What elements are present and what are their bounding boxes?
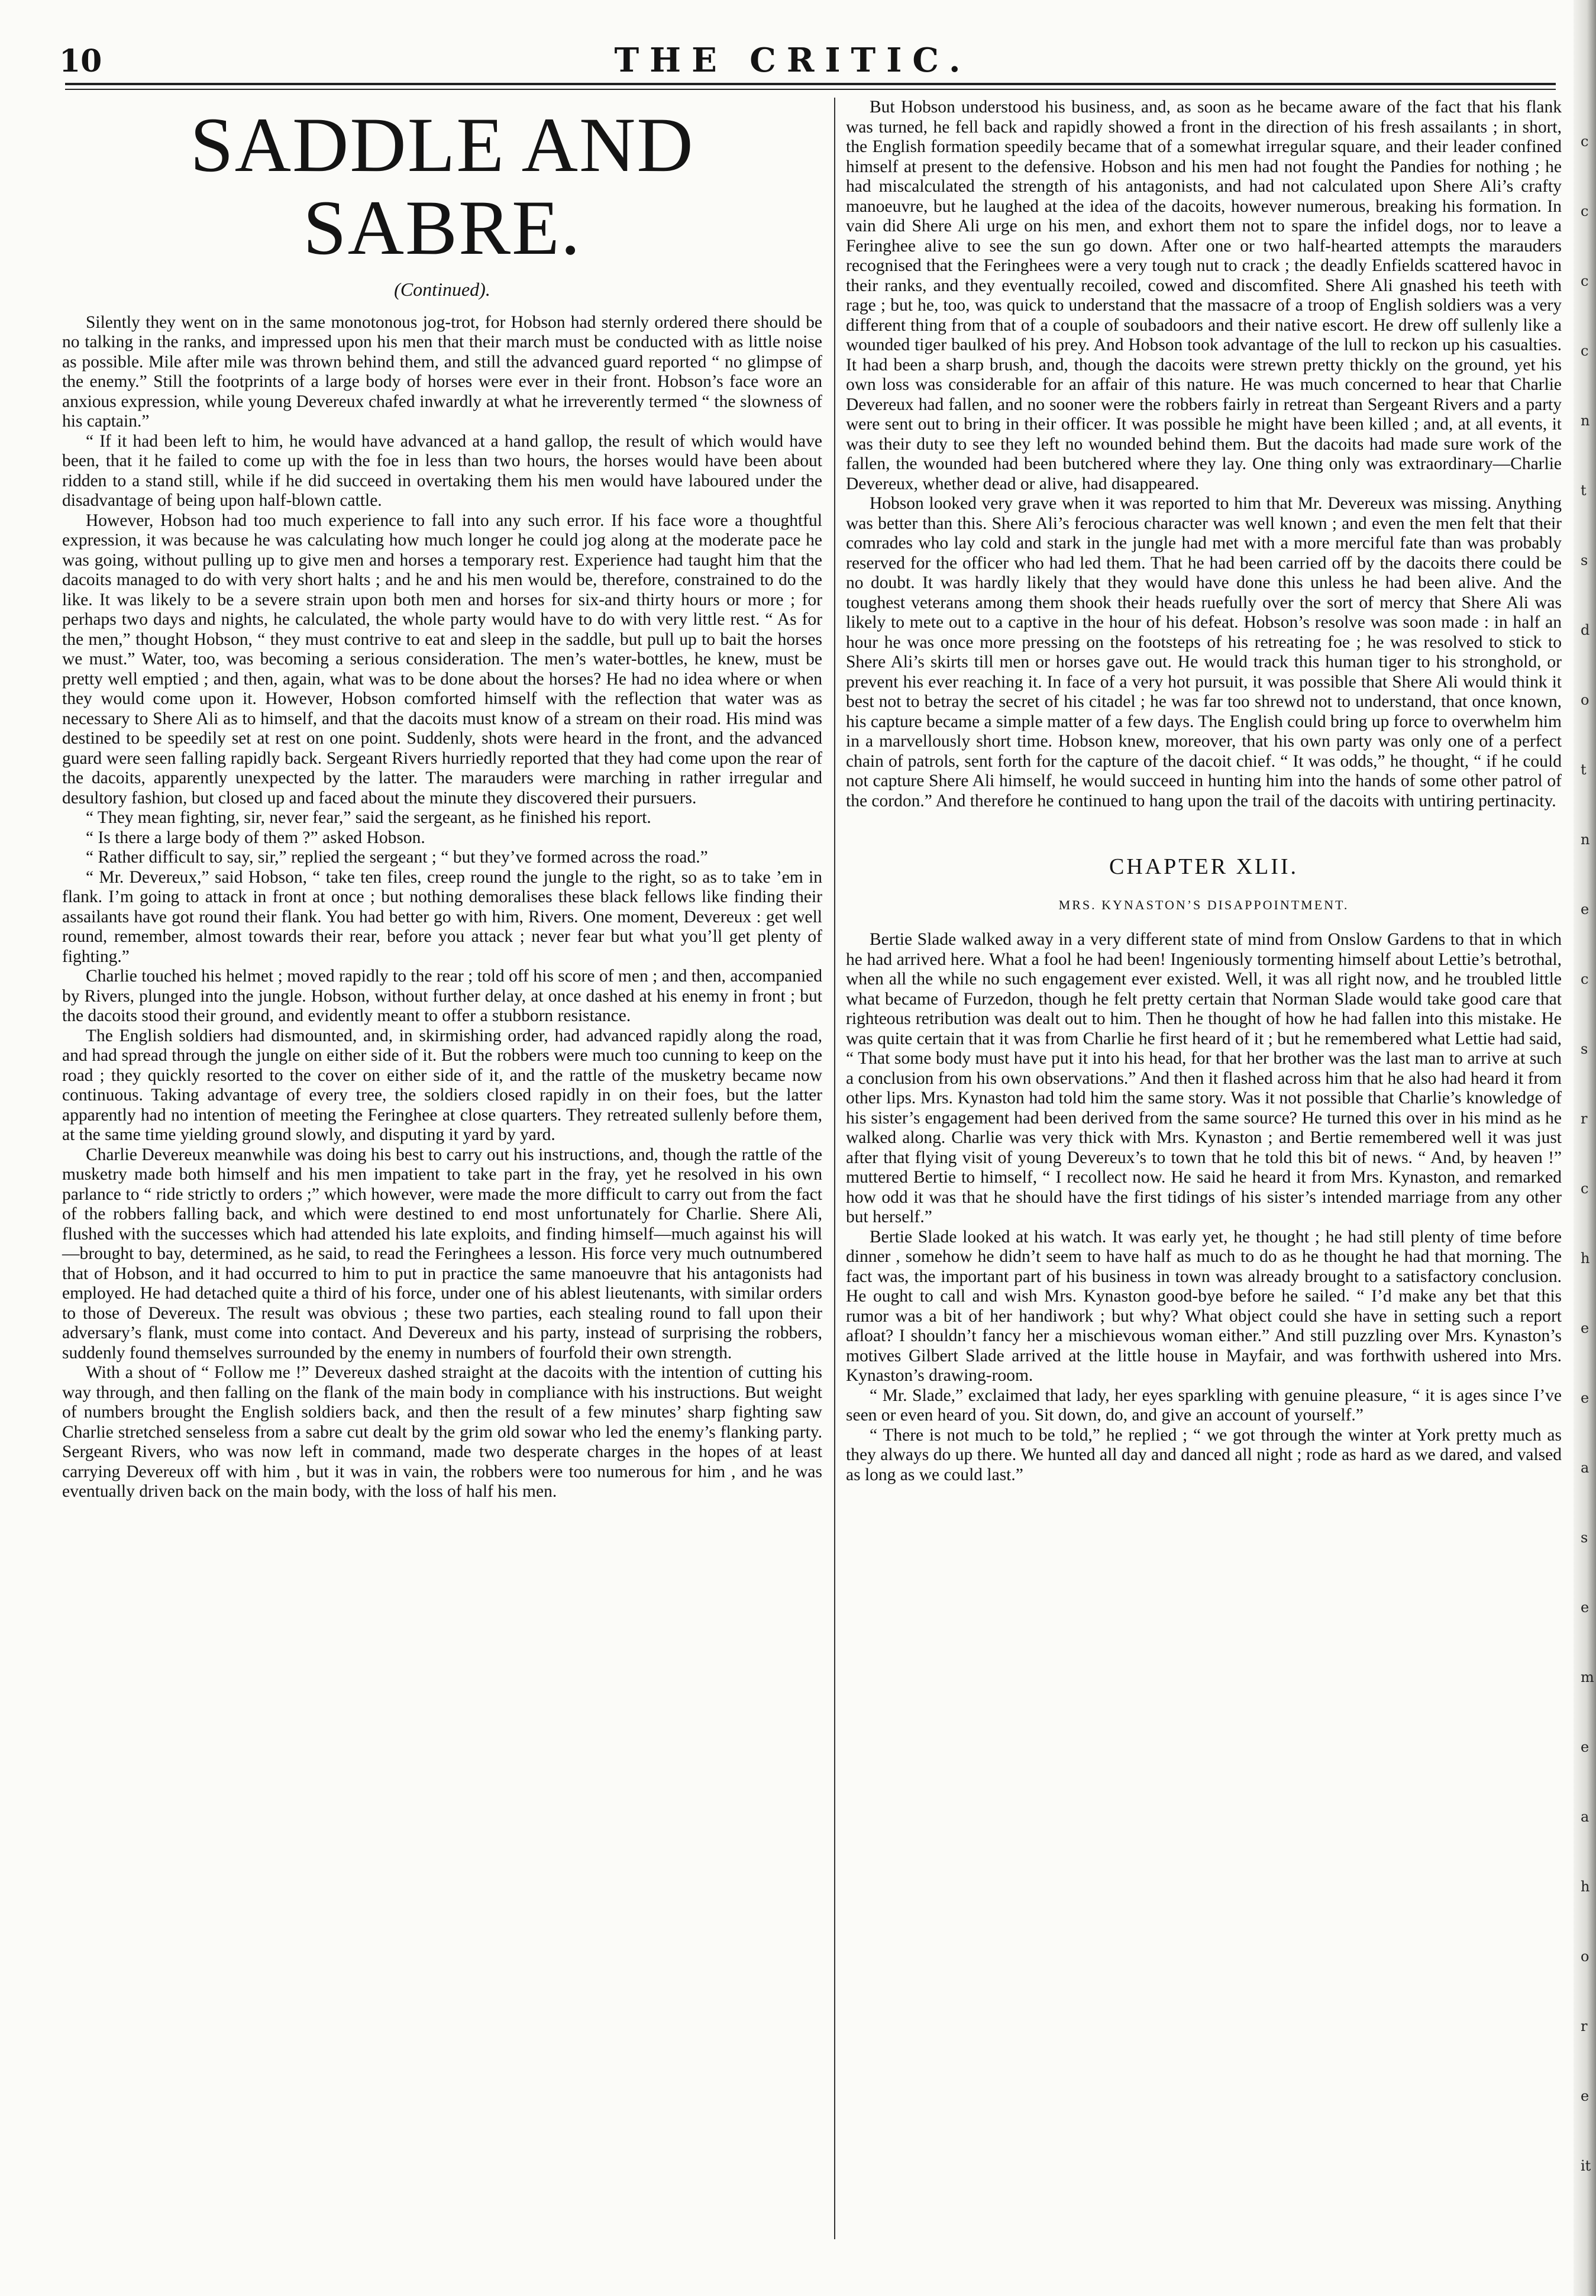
paragraph: With a shout of “ Follow me !” Devereux dashed straight at the dacoits with the intention of cutting his way through, and then falling on the flank of the main body in compliance with his instructions. But weight of numbers brought the English soldiers back, and then the result of a few minutes’ sharp fighting saw Charlie stretched senseless from a sabre cut dealt by the grim old sowar who led the enemy’s flanking party. Sergeant Rivers, who was now left in command, made two desperate charges in the hopes of at least carrying Devereux off with him , but it was in vain, the robbers were too numerous for him , and he was eventually driven back on the main body, with the loss of half his men.	[62, 1363, 822, 1501]
paragraph: “ Mr. Slade,” exclaimed that lady, her eyes sparkling with genuine pleasure, “ it is ages since I’ve seen or even heard of you. Sit down, do, and give an account of yourself.”	[846, 1386, 1562, 1425]
paragraph: Hobson looked very grave when it was reported to him that Mr. Devereux was missing. Anything was better than this. Shere Ali’s ferocious character was well known ; and even the men felt that their comrades who lay cold and stark in the jungle had met with a more merciful fate than was probably reserved for the officer who had led them. That he had been carried off by the dacoits there could be no doubt. It was hardly likely that they would have done this unless he had been alive. And the toughest veterans among them shook their heads ruefully over the sort of mercy that Shere Ali was likely to mete out to a captive in the hour of his defeat. Hobson’s resolve was soon made : in half an hour he was once more pressing on the footsteps of his retreating foe ; he was resolved to stick to Shere Ali’s skirts till men or horses gave out. He would track this human tiger to his stronghold, or prevent his ever reaching it. In face of a very hot pursuit, it was possible that Shere Ali would think it best not to betray the secret of his citadel ; he was far too shrewd not to understand, that once known, his capture became a simple matter of a few days. The English could bring up force to overwhelm him in a marvellously short time. Hobson knew, moreover, that his own party was only one of a perfect chain of patrols, sent forth for the capture of the dacoit chief. “ It was odds,” he thought, “ if he could not capture Shere Ali himself, he would succeed in hunting him into the hands of some other patrol of the cordon.” And therefore he continued to hang upon the trail of the dacoits with untiring pertinacity.	[846, 494, 1562, 810]
header-rule	[65, 83, 1556, 85]
adjacent-page-fragments: ccccntsdotnecsrcheeasemeahoreit	[1581, 133, 1594, 2174]
paragraph: “ Is there a large body of them ?” asked Hobson.	[86, 828, 425, 847]
continued-label: (Continued).	[394, 279, 490, 300]
chapter-body	[846, 930, 1562, 1485]
page-header	[35, 33, 1550, 80]
paragraph: “ They mean fighting, sir, never fear,” said the sergeant, as he finished his report.	[86, 808, 651, 827]
paragraph: “ Rather difficult to say, sir,” replied the sergeant ; “ but they’ve formed across the road.”	[86, 848, 708, 867]
paragraph: “ There is not much to be told,” he replied ; “ we got through the winter at York pretty much as they always do up there. We hunted all day and danced all night ; rode as hard as we dared, and valsed as long as we could last.”	[846, 1425, 1562, 1484]
paragraph: Charlie Devereux meanwhile was doing his best to carry out his instructions, and, though the rattle of the musketry made both himself and his men impatient to take part in the fray, yet he resolved in his own parlance to “ ride strictly to orders ;” which however, were made the more difficult to carry out from the fact of the robbers falling back, and which were destined to end most unfortunately for Charlie. Shere Ali, flushed with the successes which had attended his late exploits, and finding himself—much against his will—brought to bay, determined, as he said, to read the Feringhees a lesson. His force very much outnumbered that of Hobson, and it had occurred to him to put in practice the same manoeuvre that his antagonists had employed. He had detached quite a third of his force, under one of his ablest lieutenants, with similar orders to those of Devereux. The result was obvious ; these two parties, each stealing round to fall upon their adversary’s flank, must come into contact. And Devereux and his party, instead of surprising the robbers, suddenly found themselves surrounded by the enemy in numbers of fourfold their own strength.	[62, 1145, 822, 1362]
masthead: THE CRITIC.	[614, 41, 971, 80]
paragraph: “ Mr. Devereux,” said Hobson, “ take ten files, creep round the jungle to the right, so as to take ’em in flank. I’m going to attack in front at once ; but nothing demoralises these black fellows like finding their assailants have got round their flank. You had better go with him, Rivers. One moment, Devereux : get well round, remember, almost towards their rear, before you attack ; never fear but what you’ll get plenty of fighting.”	[62, 867, 822, 966]
paragraph: Charlie touched his helmet ; moved rapidly to the rear ; told off his score of men ; and then, accompanied by Rivers, plunged into the jungle. Hobson, without further delay, at once dashed at his enemy in front ; but the dacoits stood their ground, and evidently meant to offer a stubborn resistance.	[62, 967, 822, 1025]
paragraph: But Hobson understood his business, and, as soon as he became aware of the fact that his flank was turned, he fell back and rapidly showed a front in the direction of his fresh assailants ; in short, the English formation speedily became that of a somewhat irregular square, and their leader confined himself at present to the defensive. Hobson and his men had not fought the Pandies for nothing ; he had miscalculated the strength of his antagonists, and had not calculated upon Shere Ali’s crafty manoeuvre, but he laughed at the idea of the dacoits, however numerous, breaking his formation. In vain did Shere Ali urge on his men, and exhort them not to spare the infidel dogs, nor to leave a Feringhee alive to see the sun go down. After one or two half-hearted attempts the marauders recognised that the Feringhees were a very tough nut to crack ; the deadly Enfields scattered havoc in their ranks, and they eventually recoiled, cowed and discomfited. Shere Ali gnashed his teeth with rage ; but he, too, was quick to understand that the massacre of a troop of English soldiers was a very different thing from that of a couple of soubadoors and their native escort. He drew off sullenly like a wounded tiger baulked of his prey. And Hobson took advantage of the lull to reckon up his casualties. It had been a sharp brush, and, though the dacoits were strewn pretty thickly on the ground, yet his own loss was considerable for an affair of this nature. He was much concerned to hear that Charlie Devereux had fallen, and no sooner were the robbers fairly in retreat than Sergeant Rivers and a party were sent out to bring in their officer. It was possible he might have been killed ; and, at all events, it was their duty to see they left no wounded behind them. But the dacoits had made sure work of the fallen, the wounded had been butchered where they lay. One thing only was extraordinary—Charlie Devereux, whether dead or alive, had disappeared.	[846, 98, 1562, 493]
right-column-body	[846, 98, 1562, 811]
left-column-body	[62, 313, 822, 1502]
chapter-heading: CHAPTER XLII.	[1109, 854, 1299, 879]
paragraph: “ If it had been left to him, he would have advanced at a hand gallop, the result of which would have been, that it he failed to come up with the foe in less than two hours, the horses would have been about ridden to a stand still, while if he did succeed in overtaking them his men would have laboured under the disadvantage of being upon half-blown cattle.	[62, 431, 822, 510]
column-divider	[834, 98, 835, 2239]
page-number: 10	[59, 43, 102, 79]
paragraph: Silently they went on in the same monotonous jog-trot, for Hobson had sternly ordered there should be no talking in the ranks, and impressed upon his men that their march must be conducted with as little noise as possible. Mile after mile was thrown behind them, and still the advanced guard reported “ no glimpse of the enemy.” Still the footprints of a large body of horses were ever in their front. Hobson’s face wore an anxious expression, while young Devereux chafed inwardly at what he irreverently termed “ the slowness of his captain.”	[62, 312, 822, 431]
left-column	[62, 98, 822, 1502]
header-rule-thin	[65, 89, 1556, 90]
chapter-subtitle: MRS. KYNASTON’S DISAPPOINTMENT.	[1058, 897, 1349, 912]
paragraph: The English soldiers had dismounted, and, in skirmishing order, had advanced rapidly along the road, and had spread through the jungle on either side of it. But the robbers were much too cunning to keep on the road ; they quickly resorted to the cover on either side of it, and the rattle of the musketry became now continuous. Taking advantage of every tree, the soldiers closed rapidly in on their foes, but the latter apparently had no intention of meeting the Feringhee at close quarters. They retreated sullenly before them, at the same time yielding ground slowly, and disputing it yard by yard.	[62, 1026, 822, 1144]
paragraph: However, Hobson had too much experience to fall into any such error. If his face wore a thoughtful expression, it was because he was calculating how much longer he could jog along at the moderate pace he was going, without pulling up to give men and horses a temporary rest. Experience had taught him that the dacoits managed to do with very short halts ; and he and his men would be, therefore, constrained to do the like. It was likely to be a severe strain upon both men and horses for six-and thirty hours or more ; for perhaps two days and nights, he calculated, the whole party would have to do with very little rest. “ As for the men,” thought Hobson, “ they must contrive to eat and sleep in the saddle, but pull up to bait the horses we must.” Water, too, was becoming a serious consideration. The men’s water-bottles, he knew, must be pretty well emptied ; and then, again, what was to be done about the horses? He had no idea where or when they would come upon it. However, Hobson comforted himself with the reflection that water was as necessary to Shere Ali as to himself, and that the dacoits must know of a stream on their road. His mind was destined to be speedily set at rest on one point. Suddenly, shots were heard in the front, and the advanced guard were seen falling rapidly back. Sergeant Rivers hurriedly reported that they had come upon the rear of the dacoits, apparently unexpected by the latter. The marauders were marching in rather irregular and desultory fashion, but closed up and faced about the minute they discovered their pursuers.	[62, 511, 822, 808]
paragraph: Bertie Slade walked away in a very different state of mind from Onslow Gardens to that in which he had arrived here. What a fool he had been! Ingeniously tormenting himself about Lettie’s betrothal, when all the while no such engagement ever existed. Well, it was all right now, and he troubled little what became of Furzedon, though he felt pretty certain that Norman Slade would take good care that righteous retribution was dealt out to him. Then he thought of how he had fallen into this mistake. He was quite certain that it was from Charlie he first heard of it ; but he remembered what Lettie had said, “ That some body must have put it into his head, for that her brother was the last man to arrive at such a conclusion from his own observations.” And then it flashed across him that he also had heard it from other lips. Mrs. Kynaston had told him the same story. Was it not possible that Charlie’s knowledge of his sister’s engagement had been derived from the same source? He turned this over in his mind as he walked along. Charlie was very thick with Mrs. Kynaston ; and Bertie remembered well it was just after that flying visit of young Devereux’s to town that he told this bit of news. “ And, by heaven !” muttered Bertie to himself, “ I recollect now. He said he heard it from Mrs. Kynaston, and remarked how odd it was that he should have the first tidings of his sister’s intended marriage from any other but herself.”	[846, 930, 1562, 1226]
paragraph: Bertie Slade looked at his watch. It was early yet, he thought ; he had still plenty of time before dinner , somehow he didn’t seem to have half as much to do as he thought he had that morning. The fact was, the important part of his business in town was already brought to a satisfactory conclusion. He ought to call and wish Mrs. Kynaston good-bye before he sailed. “ I’d make any bet that this rumor was a bit of her handiwork ; but why? What object could she have in setting such a report afloat? I shouldn’t fancy her a mischievous woman either.” And still puzzling over Mrs. Kynaston’s motives Gilbert Slade arrived at the little house in Mayfair, and was forthwith ushered into Mrs. Kynaston’s drawing-room.	[846, 1227, 1562, 1385]
right-column	[846, 98, 1562, 1485]
story-title: SADDLE AND SABRE.	[190, 101, 694, 271]
